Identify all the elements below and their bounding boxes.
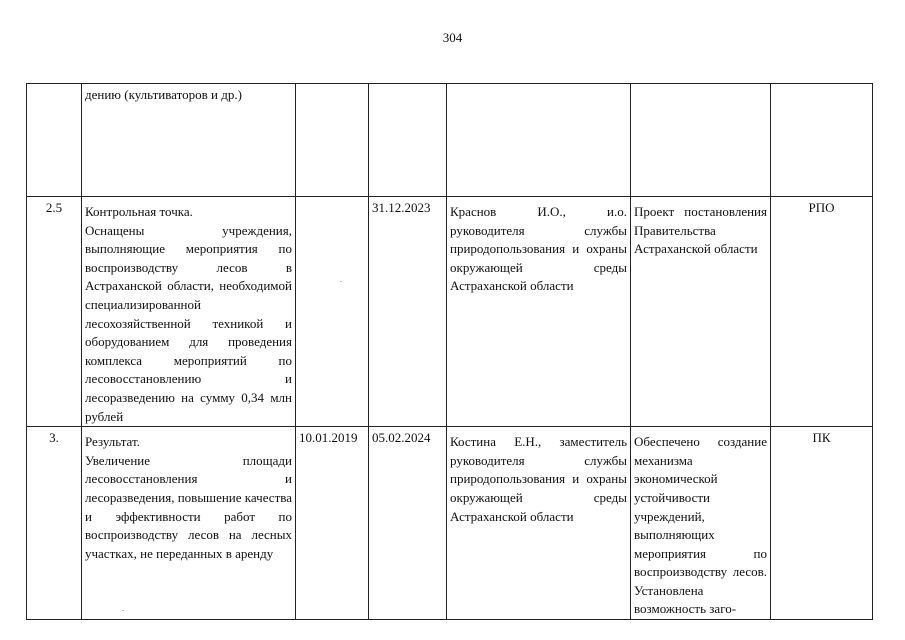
row-heading: Контрольная точка.	[85, 204, 193, 219]
table-row	[27, 197, 873, 427]
row-document	[631, 84, 771, 197]
scan-speck	[340, 281, 342, 282]
row-responsible: Костина Е.Н., заместитель руководителя службы природопользования и охраны окружающей среды Астраханской области	[447, 427, 631, 620]
row-start-date	[296, 84, 369, 197]
row-heading: Результат.	[85, 434, 140, 450]
row-type: ПК	[771, 427, 873, 620]
row-number: 2.5	[27, 197, 82, 427]
row-type	[771, 84, 873, 197]
row-end-date: 05.02.2024	[369, 427, 447, 620]
table-row	[27, 84, 873, 197]
row-description	[82, 197, 296, 427]
row-start-date	[296, 197, 369, 427]
row-description: дению (культиваторов и др.)	[82, 84, 296, 197]
row-start-date: 10.01.2019	[296, 427, 369, 620]
plan-table	[26, 83, 873, 620]
page-number: 304	[442, 30, 463, 45]
table-row	[27, 427, 873, 620]
row-text: Оснащены учреждения, выполняющие мероприятия по воспроизводству лесов в Астраханской области, необходимой специализированной лесохозяйственной техникой и оборудованием для проведения комплекса мероприятий по лесовосстановлению и лесоразведению на сумму 0,34 млн рублей	[85, 222, 292, 424]
row-number	[27, 84, 82, 197]
row-description	[82, 427, 296, 620]
row-responsible: Краснов И.О., и.о. руководителя службы природопользования и охраны окружающей среды Астраханской области	[447, 197, 631, 427]
scan-speck	[122, 610, 124, 611]
row-text: Увеличение площади лесовосстановления и лесоразведения, повышение качества и эффективности работ по воспроизводству лесов на лесных участках, не переданных в аренду	[85, 452, 292, 561]
row-end-date: 31.12.2023	[369, 197, 447, 427]
row-end-date	[369, 84, 447, 197]
row-type: РПО	[771, 197, 873, 427]
row-document: Проект постановления Правительства Астраханской области	[631, 197, 771, 427]
row-responsible	[447, 84, 631, 197]
row-number: 3.	[27, 427, 82, 620]
row-document: Обеспечено создание механизма экономической устойчивости учреждений, выполняющих мероприятия по воспроизводству лесов. Установлена возможность заго-	[631, 427, 771, 620]
